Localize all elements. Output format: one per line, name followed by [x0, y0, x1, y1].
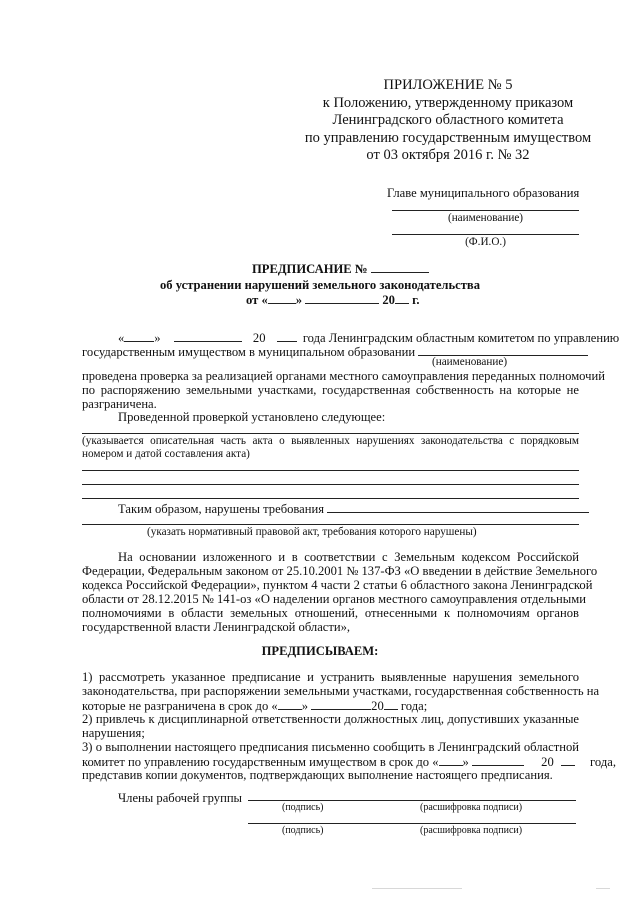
p1-line-4: по распоряжению земельными участками, государственная собственность на которые не: [82, 383, 579, 397]
scan-mark-1: [372, 888, 462, 889]
p4-line-3: кодекса Российской Федерации», пунктом 4 части 2 статьи 6 областного закона Ленинградской: [82, 578, 593, 592]
p1-line-2: государственным имуществом в муниципальном образовании: [82, 344, 588, 360]
p2-text: Проведенной проверкой установлено следующее:: [118, 410, 386, 424]
p2-hint-1: (указывается описательная часть акта о выявленных нарушениях законодательства с порядковым: [82, 435, 579, 447]
order-title: ПРЕДПИСАНИЕ №: [252, 261, 429, 277]
p1-line-1: « » 20 года Ленинградским областным комитетом по управлению: [118, 331, 620, 345]
signature-line-2: [248, 823, 576, 824]
order-date: от « » 20 г.: [246, 293, 420, 307]
item-1-line-3: которые не разграничена в срок до « » 20 года;: [82, 699, 428, 713]
signature-2-decode-hint: (расшифровка подписи): [420, 825, 523, 836]
appendix-line-1: к Положению, утвержденному приказом: [322, 94, 574, 111]
appendix-title: ПРИЛОЖЕНИЕ № 5: [383, 77, 513, 93]
p4-line-5: полномочиями в области земельных отношений, отнесенными к полномочиям органов: [82, 606, 579, 620]
signature-1-decode-hint: (расшифровка подписи): [420, 802, 523, 813]
order-date-month-field: [305, 292, 379, 304]
order-subtitle: об устранении нарушений земельного законодательства: [159, 278, 481, 292]
p4-line-4: области от 28.12.2015 № 141-оз «О наделении органов местного самоуправления отдельными: [82, 592, 586, 606]
addressee-name-hint: (наименование): [447, 212, 524, 224]
p1-month-field: [174, 330, 242, 342]
p1-line-5: разграничена.: [82, 397, 157, 411]
p2-line-4: [82, 498, 579, 499]
item-3-year-field: [561, 754, 575, 766]
p4-line-2: Федерации, Федеральным законом от 25.10.2001 № 137-ФЗ «О введении в действие Земельного: [82, 564, 598, 578]
p4-line-6: государственной власти Ленинградской области»,: [82, 620, 351, 634]
item-1-year-field: [384, 698, 398, 710]
appendix-line-3: по управлению государственным имуществом: [304, 129, 592, 146]
item-1-day-field: [278, 698, 302, 710]
item-3-line-2: комитет по управлению государственным имуществом в срок до « » 20 года,: [82, 755, 616, 769]
p1-line-3: проведена проверка за реализацией органами местного самоуправления переданных полномочий: [82, 369, 605, 383]
p3-line: [82, 524, 579, 525]
item-2-line-1: 2) привлечь к дисциплинарной ответственности должностных лиц, допустивших указанные: [82, 712, 579, 726]
p1-day-field: [124, 330, 154, 342]
signature-line-1: [248, 800, 576, 801]
order-heading: ПРЕДПИСЫВАЕМ:: [261, 644, 379, 658]
p1-year-field: [277, 330, 297, 342]
p1-municipality-field: [418, 344, 588, 356]
signatures-label: Члены рабочей группы: [118, 791, 243, 805]
scan-mark-2: [596, 888, 610, 889]
addressee-fio-hint: (Ф.И.О.): [465, 236, 506, 248]
p2-line-3: [82, 484, 579, 485]
signature-1-sign-hint: (подпись): [282, 802, 324, 813]
order-date-year-field: [395, 292, 409, 304]
item-3-line-1: 3) о выполнении настоящего предписания письменно сообщить в Ленинградский областной: [82, 740, 579, 754]
p2-hint-2: номером и датой составления акта): [82, 448, 250, 460]
appendix-line-4: от 03 октября 2016 г. № 32: [366, 147, 530, 163]
p3-hint: (указать нормативный правовой акт, требования которого нарушены): [147, 526, 477, 538]
item-3-line-3: представив копии документов, подтверждающих выполнение настоящего предписания.: [82, 768, 553, 782]
item-3-month-field: [472, 754, 524, 766]
item-3-day-field: [439, 754, 463, 766]
signature-2-sign-hint: (подпись): [282, 825, 324, 836]
item-1-line-1: 1) рассмотреть указанное предписание и устранить выявленные нарушения земельного: [82, 670, 579, 684]
appendix-header: [298, 77, 598, 165]
p2-line-1: [82, 433, 579, 434]
addressee-fio-line: [392, 234, 579, 235]
order-date-day-field: [268, 292, 296, 304]
item-2-line-2: нарушения;: [82, 726, 145, 740]
p4-line-1: На основании изложенного и в соответствии с Земельным кодексом Российской: [118, 550, 579, 564]
item-1-month-field: [311, 698, 371, 710]
appendix-line-2: Ленинградского областного комитета: [332, 112, 564, 128]
addressee-label: Главе муниципального образования: [387, 186, 580, 200]
addressee-name-line: [392, 210, 579, 211]
p1-hint: (наименование): [432, 356, 508, 368]
p2-line-2: [82, 470, 579, 471]
item-1-line-2: законодательства, при распоряжении земельными участками, государственная собственность на: [82, 684, 600, 698]
order-number-field: [371, 261, 429, 273]
p3-text: Таким образом, нарушены требования: [118, 501, 589, 517]
p3-requirements-field: [327, 501, 589, 513]
